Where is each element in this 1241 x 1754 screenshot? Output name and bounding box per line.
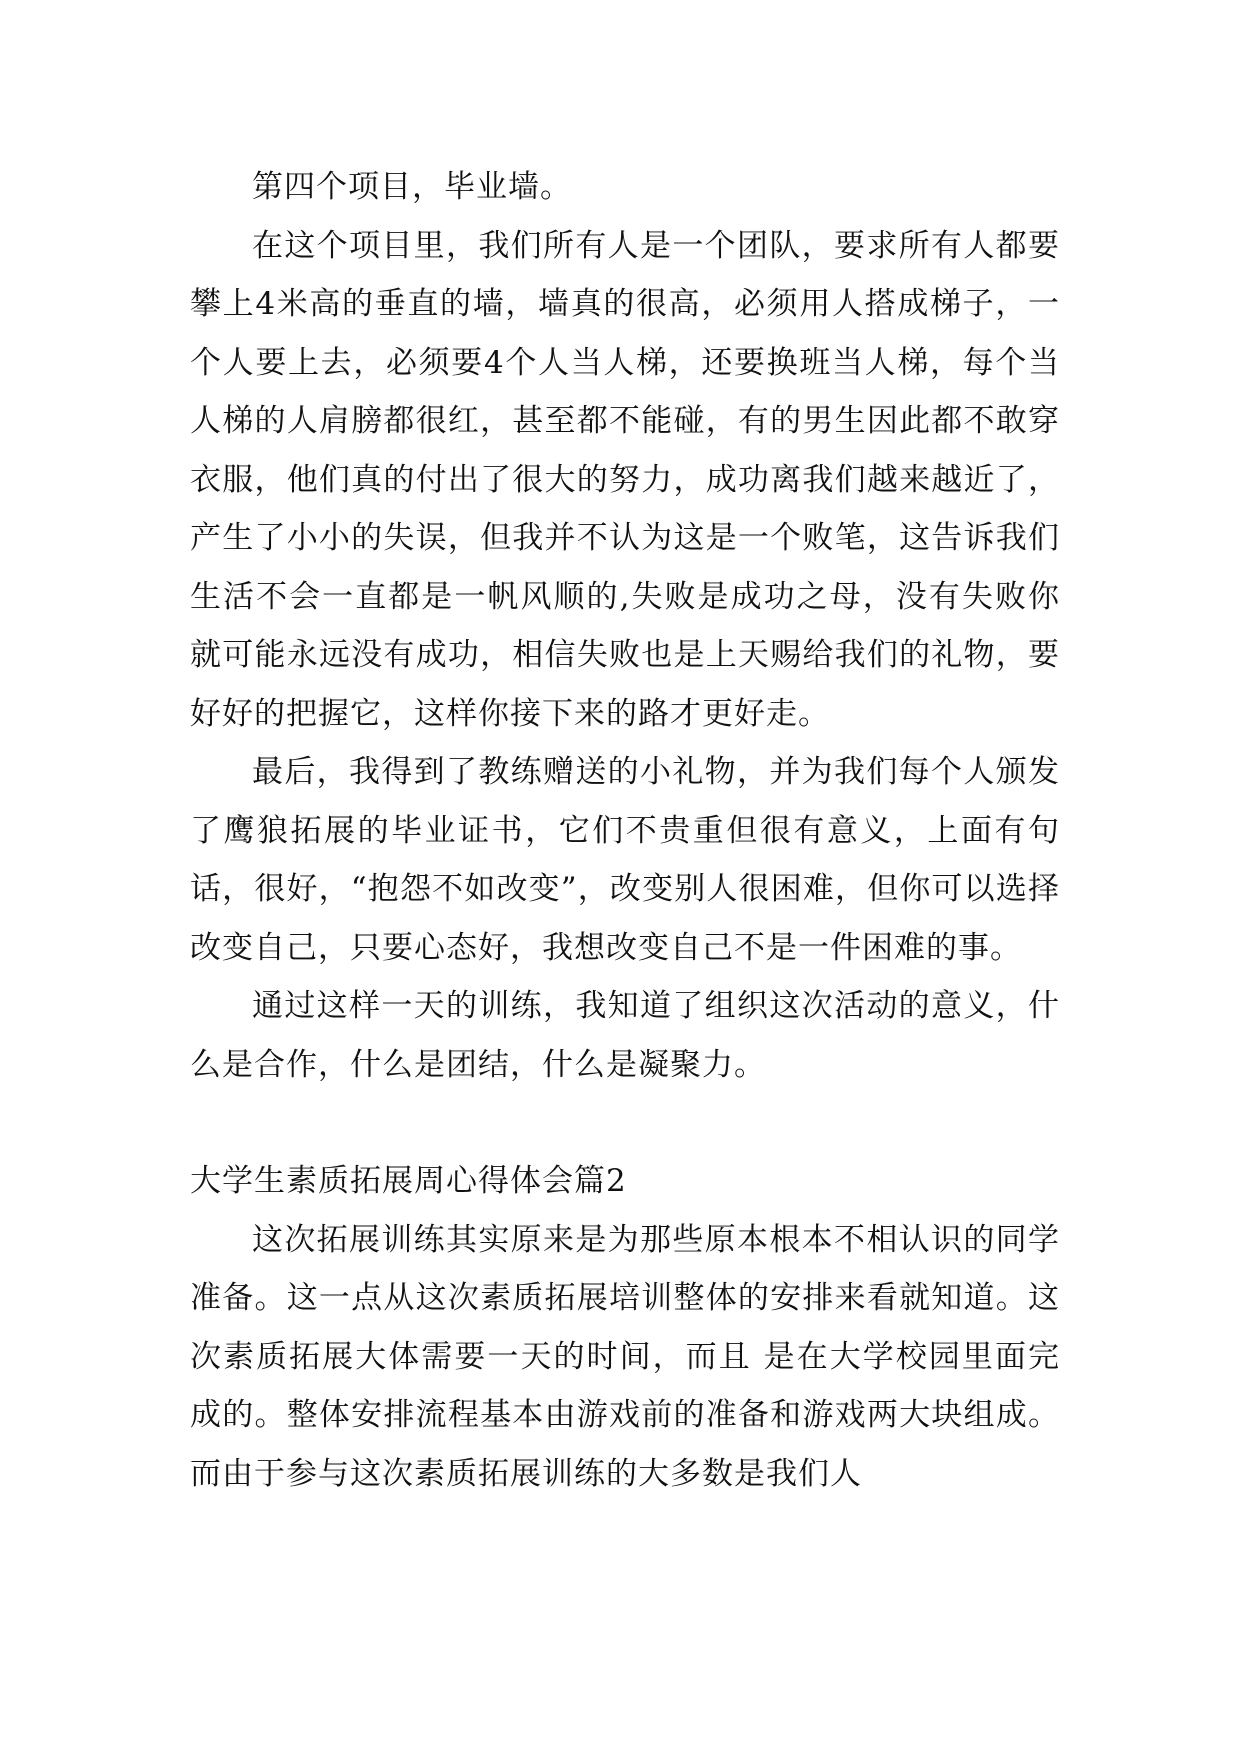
section-heading: 大学生素质拓展周心得体会篇2: [190, 1163, 627, 1199]
paragraph-gift-certificate: 最后，我得到了教练赠送的小礼物，并为我们每个人颁发了鹰狼拓展的毕业证书，它们不贵重但很有意义，上面有句话，很好，“抱怨不如改变”，改变别人很困难，但你可以选择改变自己，只要心态好，我想改变自己不是一件困难的事。: [190, 754, 1060, 966]
paragraph-graduation-wall: 在这个项目里，我们所有人是一个团队，要求所有人都要攀上4米高的垂直的墙，墙真的很高，必须用人搭成梯子，一个人要上去，必须要4个人当人梯，还要换班当人梯，每个当人梯的人肩膀都很红，甚至都不能碰，有的男生因此都不敢穿衣服，他们真的付出了很大的努力，成功离我们越来越近了，产生了小小的失误，但我并不认为这是一个败笔，这告诉我们生活不会一直都是一帆风顺的,失败是成功之母，没有失败你就可能永远没有成功，相信失败也是上天赐给我们的礼物，要好好的把握它，这样你接下来的路才更好走。: [190, 227, 1060, 732]
document-body: [190, 158, 1060, 1503]
section-spacer: [190, 1094, 1060, 1152]
paragraph-section2-intro: 这次拓展训练其实原来是为那些原本根本不相认识的同学准备。这一点从这次素质拓展培训整体的安排来看就知道。这次素质拓展大体需要一天的时间，而且 是在大学校园里面完成的。整体安排流程基本由游戏前的准备和游戏两大块组成。而由于参与这次素质拓展训练的大多数是我们人: [190, 1221, 1060, 1492]
paragraph-training-summary: 通过这样一天的训练，我知道了组织这次活动的意义，什么是合作，什么是团结，什么是凝聚力。: [190, 988, 1060, 1083]
paragraph-project-title: 第四个项目，毕业墙。: [252, 169, 572, 205]
